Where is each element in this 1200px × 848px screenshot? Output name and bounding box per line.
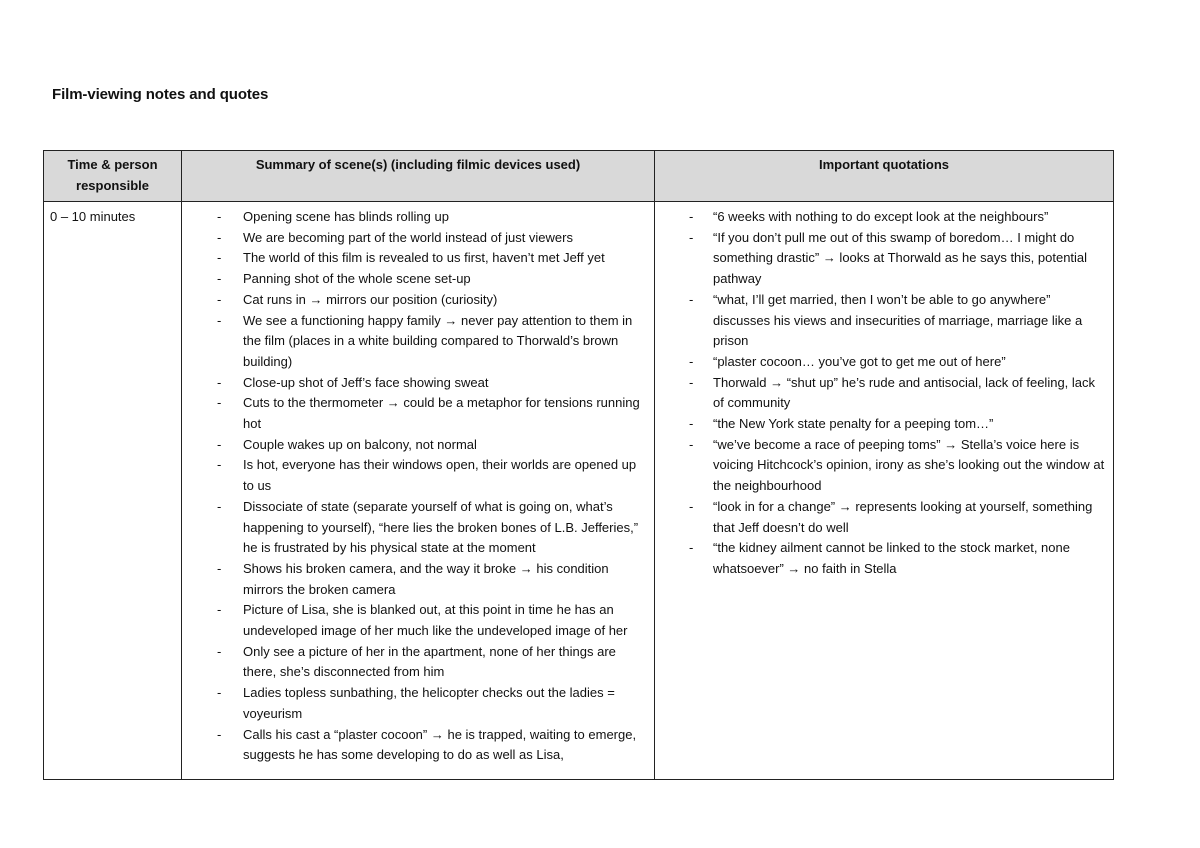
list-item: - Shows his broken camera, and the way it broke → his condition mirrors the broken camera: [243, 559, 648, 600]
list-item: - We see a functioning happy family → never pay attention to them in the film (places in a white building compared to Thorwald’s brown building): [243, 311, 648, 373]
list-item: - Dissociate of state (separate yourself of what is going on, what’s happening to yourself), “here lies the broken bones of L.B. Jefferies,” he is frustrated by his physical state at the moment: [243, 497, 648, 559]
time-cell: [44, 202, 182, 780]
list-item: - “what, I’ll get married, then I won’t be able to go anywhere” discusses his views and insecurities of marriage, marriage like a prison: [713, 290, 1107, 352]
list-item: - Close-up shot of Jeff’s face showing sweat: [243, 373, 648, 394]
list-item: - Cuts to the thermometer → could be a metaphor for tensions running hot: [243, 393, 648, 434]
list-item: - “plaster cocoon… you’ve got to get me out of here”: [713, 352, 1107, 373]
summary-list: [188, 207, 648, 766]
header-quotes: Important quotations: [655, 151, 1114, 202]
table-header-row: [44, 151, 1114, 202]
list-item: - “6 weeks with nothing to do except look at the neighbours”: [713, 207, 1107, 228]
list-item: - “If you don’t pull me out of this swamp of boredom… I might do something drastic” → looks at Thorwald as he says this, potential pathway: [713, 228, 1107, 290]
list-item: - “the kidney ailment cannot be linked to the stock market, none whatsoever” → no faith in Stella: [713, 538, 1107, 579]
list-item: - We are becoming part of the world instead of just viewers: [243, 228, 648, 249]
list-item: - Opening scene has blinds rolling up: [243, 207, 648, 228]
list-item: - Thorwald → “shut up” he’s rude and antisocial, lack of feeling, lack of community: [713, 373, 1107, 414]
list-item: - “the New York state penalty for a peeping tom…”: [713, 414, 1107, 435]
summary-cell: [182, 202, 655, 780]
time-range: 0 – 10 minutes: [50, 209, 136, 224]
list-item: - Only see a picture of her in the apartment, none of her things are there, she’s disconnected from him: [243, 642, 648, 683]
list-item: - “we’ve become a race of peeping toms” → Stella’s voice here is voicing Hitchcock’s opinion, irony as she’s looking out the window at the neighbourhood: [713, 435, 1107, 497]
table-row: [44, 202, 1114, 780]
list-item: - “look in for a change” → represents looking at yourself, something that Jeff doesn’t do well: [713, 497, 1107, 538]
list-item: - Couple wakes up on balcony, not normal: [243, 435, 648, 456]
list-item: - Picture of Lisa, she is blanked out, at this point in time he has an undeveloped image of her much like the undeveloped image of her: [243, 600, 648, 641]
list-item: - Ladies topless sunbathing, the helicopter checks out the ladies = voyeurism: [243, 683, 648, 724]
list-item: - Is hot, everyone has their windows open, their worlds are opened up to us: [243, 455, 648, 496]
list-item: - Calls his cast a “plaster cocoon” → he is trapped, waiting to emerge, suggests he has some developing to do as well as Lisa,: [243, 725, 648, 766]
quotes-cell: [655, 202, 1114, 780]
list-item: - Cat runs in → mirrors our position (curiosity): [243, 290, 648, 311]
page-title: Film-viewing notes and quotes: [52, 86, 269, 103]
header-summary: Summary of scene(s) (including filmic devices used): [182, 151, 655, 202]
notes-table: [43, 150, 1114, 780]
header-time: Time & person responsible: [44, 151, 182, 202]
quotes-list: [661, 207, 1107, 580]
list-item: - Panning shot of the whole scene set-up: [243, 269, 648, 290]
list-item: - The world of this film is revealed to us first, haven’t met Jeff yet: [243, 248, 648, 269]
